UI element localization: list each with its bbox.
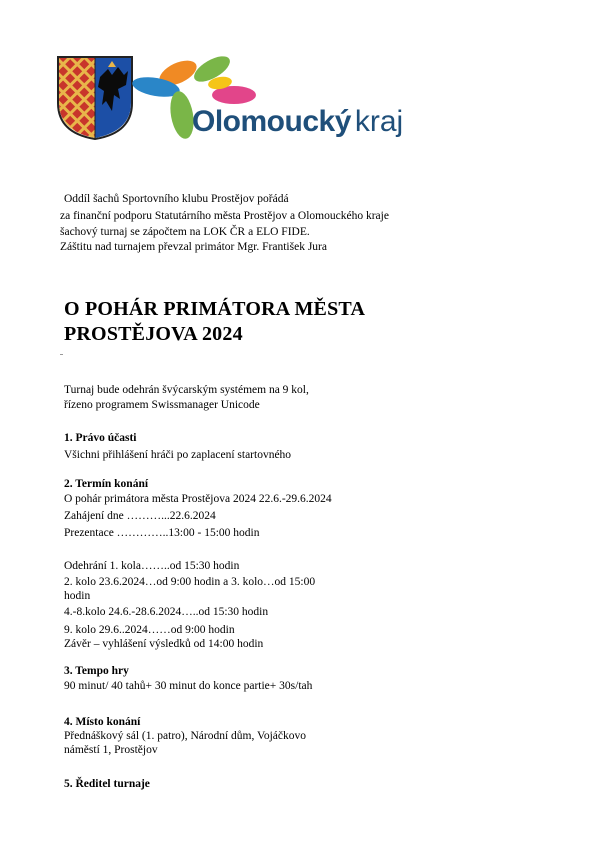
section-1-line: Všichni přihlášení hráči po zaplacení startovného: [64, 449, 292, 461]
system-line-2: řízeno programem Swissmanager Unicode: [64, 399, 260, 411]
section-2-line-6: hodin: [64, 590, 91, 602]
section-5-heading: 5. Ředitel turnaje: [64, 778, 150, 790]
section-4-line-1: Přednáškový sál (1. patro), Národní dům, Vojáčkovo: [64, 730, 306, 742]
small-mark: [60, 354, 63, 355]
section-2-line-7: 4.-8.kolo 24.6.-28.6.2024…..od 15:30 hodin: [64, 606, 269, 618]
intro-line-1: Oddíl šachů Sportovního klubu Prostějov pořádá: [64, 193, 289, 205]
section-2-line-2: Zahájení dne ………...22.6.2024: [64, 510, 216, 522]
intro-line-4: Záštitu nad turnajem převzal primátor Mgr. František Jura: [60, 241, 327, 253]
coat-of-arms-icon: [56, 55, 134, 141]
intro-line-2: za finanční podporu Statutárního města Prostějov a Olomouckého kraje: [60, 210, 389, 222]
section-3-line: 90 minut/ 40 tahů+ 30 minut do konce partie+ 30s/tah: [64, 680, 313, 692]
page-title-line-2: PROSTĚJOVA 2024: [64, 323, 243, 345]
system-line-1: Turnaj bude odehrán švýcarským systémem na 9 kol,: [64, 384, 309, 396]
section-2-line-8: 9. kolo 29.6..2024……od 9:00 hodin: [64, 624, 235, 636]
section-4-heading: 4. Místo konání: [64, 716, 141, 728]
logo-name-light: kraj: [354, 105, 404, 138]
section-2-line-9: Závěr – vyhlášení výsledků od 14:00 hodin: [64, 638, 264, 650]
section-2-line-4: Odehrání 1. kola……..od 15:30 hodin: [64, 560, 240, 572]
section-2-line-3: Prezentace …………..13:00 - 15:00 hodin: [64, 527, 260, 539]
page-title-line-1: O POHÁR PRIMÁTORA MĚSTA: [64, 298, 366, 320]
section-2-heading: 2. Termín konání: [64, 478, 149, 490]
logo: [56, 55, 436, 145]
logo-name-bold: Olomoucký: [192, 105, 351, 138]
section-2-line-1: O pohár primátora města Prostějova 2024 22.6.-29.6.2024: [64, 493, 332, 505]
section-1-heading: 1. Právo účasti: [64, 432, 137, 444]
section-2-line-5: 2. kolo 23.6.2024…od 9:00 hodin a 3. kolo…od 15:00: [64, 576, 316, 588]
section-3-heading: 3. Tempo hry: [64, 665, 129, 677]
logo-text: [192, 105, 403, 139]
intro-line-3: šachový turnaj se zápočtem na LOK ČR a ELO FIDE.: [60, 226, 310, 238]
section-4-line-2: náměstí 1, Prostějov: [64, 744, 158, 756]
